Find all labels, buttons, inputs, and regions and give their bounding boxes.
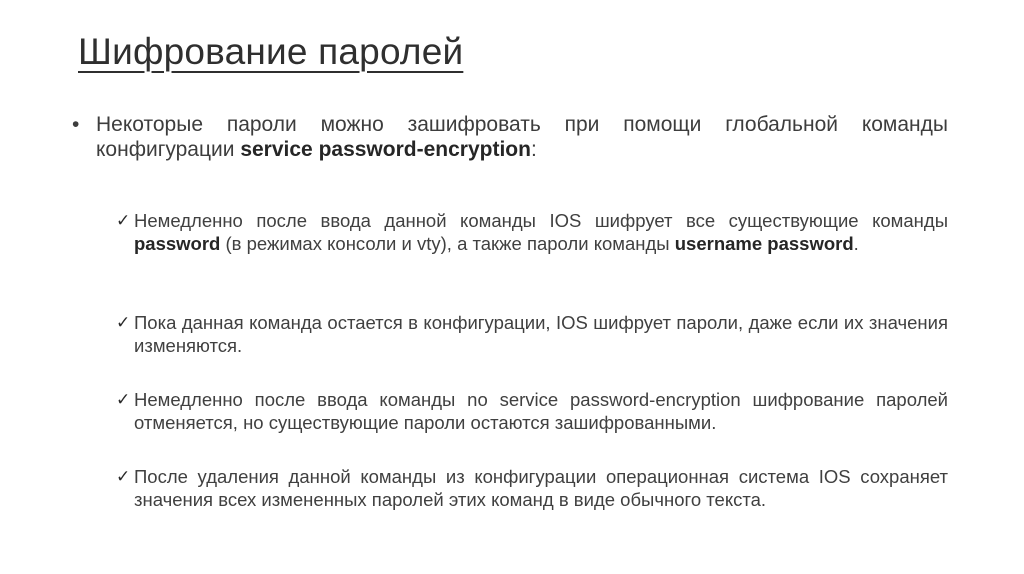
checkmark-icon: ✓ [116, 467, 131, 487]
main-point-text-end: : [530, 138, 537, 161]
main-bullet-point [72, 112, 948, 162]
sub-point-1-part-1: Немедленно после ввода данной команды IOS шифрует все существующие команды [134, 210, 948, 231]
checkmark-icon: ✓ [116, 211, 131, 231]
sub-point-3-text: Немедленно после ввода команды no service password-encryption шифрование паролей отменяется, но существующие пароли остаются зашифрованными. [134, 389, 948, 433]
command-service-password-encryption: service password-encryption [240, 138, 531, 161]
checkmark-icon: ✓ [116, 390, 131, 410]
checkmark-icon: ✓ [116, 313, 131, 333]
sub-point-2 [116, 312, 948, 357]
sub-point-4 [116, 466, 948, 511]
sub-point-3 [116, 389, 948, 434]
sub-point-1 [116, 210, 948, 255]
command-username-password: username password [674, 232, 854, 254]
slide-title: Шифрование паролей [78, 31, 464, 72]
sub-point-1-text [134, 210, 948, 255]
sub-point-2-text: Пока данная команда остается в конфигурации, IOS шифрует пароли, даже если их значения изменяются. [134, 312, 948, 356]
main-point-text [96, 112, 948, 162]
sub-point-1-part-2: (в режимах консоли и vty), а также пароли команды [220, 232, 675, 254]
bullet-icon: • [72, 113, 80, 136]
main-point-text-start: Некоторые пароли можно зашифровать при помощи глобальной команды конфигурации [96, 113, 948, 161]
command-password: password [134, 232, 221, 254]
sub-point-4-text: После удаления данной команды из конфигурации операционная система IOS сохраняет значения всех измененных паролей этих команд в виде обычного текста. [134, 466, 948, 510]
sub-point-1-part-3: . [853, 232, 859, 254]
